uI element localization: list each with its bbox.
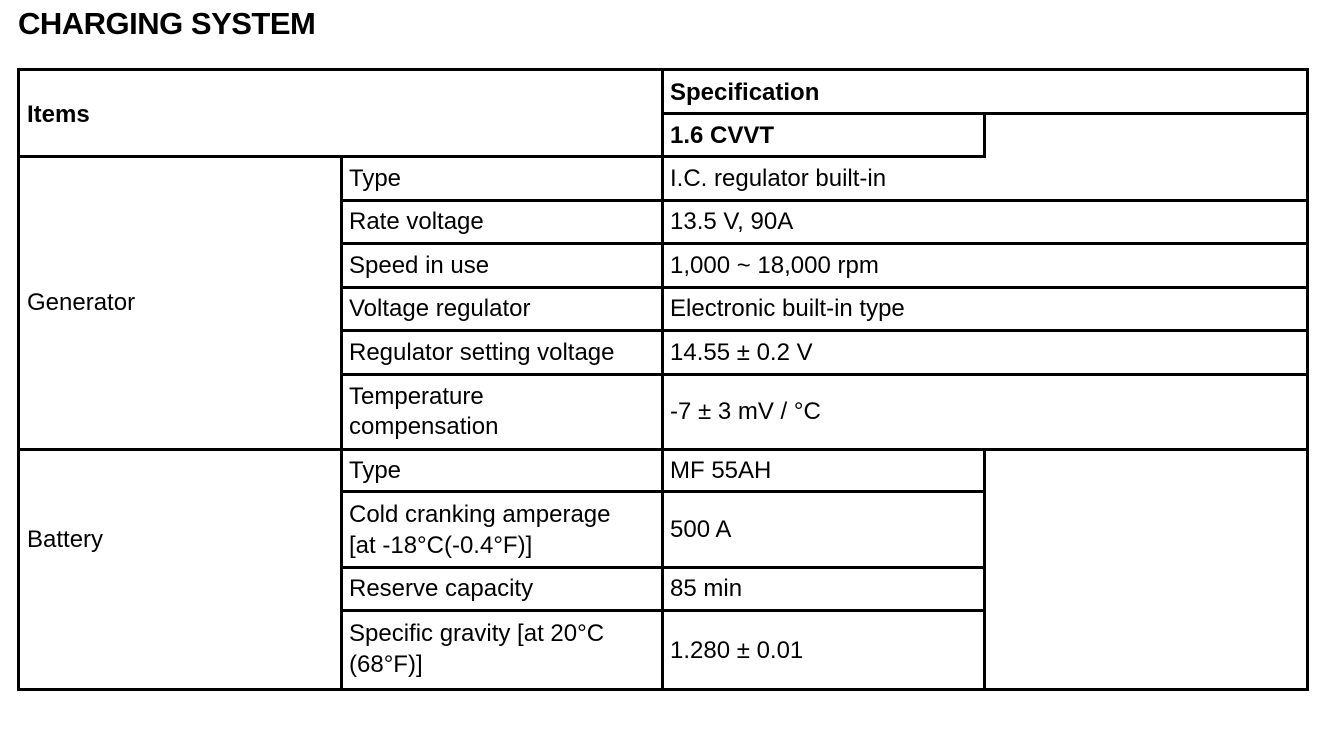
divider-engine-col	[983, 112, 986, 158]
battery-type-item: Type	[349, 457, 402, 484]
voltage-regulator-value: Electronic built-in type	[670, 295, 905, 322]
page-title: CHARGING SYSTEM	[18, 6, 316, 41]
divider-gen-row-3	[342, 286, 1307, 289]
divider-header-bottom	[17, 155, 986, 158]
divider-bat-row-2	[342, 566, 986, 569]
specific-gravity-value: 1.280 ± 0.01	[670, 637, 804, 664]
speed-in-use-item: Speed in use	[349, 252, 490, 279]
rate-voltage-item: Rate voltage	[349, 208, 484, 235]
divider-bat-row-1	[342, 490, 986, 493]
temperature-compensation-item: Temperature	[349, 383, 484, 410]
divider-gen-row-1	[342, 199, 1307, 202]
divider-item-col	[340, 155, 343, 690]
regulator-setting-voltage-item: Regulator setting voltage	[349, 339, 615, 366]
speed-in-use-value: 1,000 ~ 18,000 rpm	[670, 252, 879, 279]
cold-cranking-amperage-item-line2: [at -18°C(-0.4°F)]	[349, 532, 533, 559]
divider-bat-row-3	[342, 609, 986, 612]
engine-header: 1.6 CVVT	[670, 122, 775, 149]
temperature-compensation-item-line2: compensation	[349, 413, 499, 440]
divider-gen-row-5	[342, 373, 1307, 376]
generator-type-value: I.C. regulator built-in	[670, 165, 887, 192]
reserve-capacity-value: 85 min	[670, 575, 743, 602]
divider-spec-col	[661, 68, 664, 690]
temperature-compensation-value: -7 ± 3 mV / °C	[670, 398, 821, 425]
battery-label: Battery	[27, 526, 104, 553]
specific-gravity-item-line2: (68°F)]	[349, 651, 423, 678]
reserve-capacity-item: Reserve capacity	[349, 575, 534, 602]
battery-type-value: MF 55AH	[670, 457, 772, 484]
divider-battery-extra-col	[983, 448, 986, 690]
generator-label: Generator	[27, 289, 136, 316]
voltage-regulator-item: Voltage regulator	[349, 295, 531, 322]
items-header: Items	[27, 101, 90, 128]
divider-gen-row-2	[342, 242, 1307, 245]
cold-cranking-amperage-item: Cold cranking amperage	[349, 501, 611, 528]
generator-type-item: Type	[349, 165, 402, 192]
specification-header: Specification	[670, 79, 820, 106]
divider-gen-row-4	[342, 329, 1307, 332]
cold-cranking-amperage-value: 500 A	[670, 516, 732, 543]
specific-gravity-item: Specific gravity [at 20°C	[349, 620, 605, 647]
rate-voltage-value: 13.5 V, 90A	[670, 208, 794, 235]
regulator-setting-voltage-value: 14.55 ± 0.2 V	[670, 339, 813, 366]
